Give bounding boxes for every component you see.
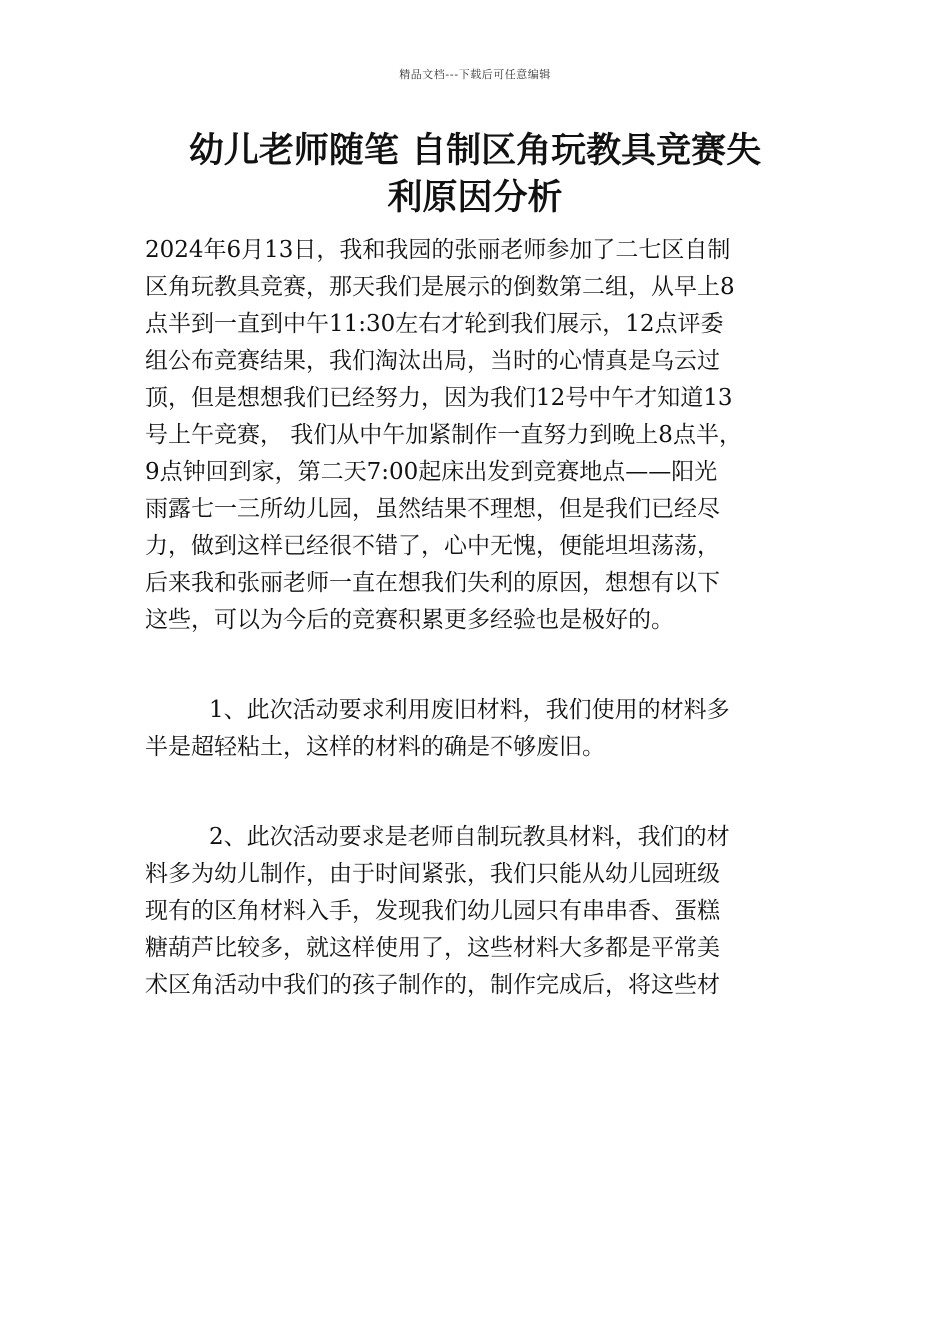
text-line: 9点钟回到家，第二天7:00起床出发到竞赛地点——阳光 <box>145 459 718 485</box>
text-line: 组公布竞赛结果，我们淘汰出局，当时的心情真是乌云过 <box>145 348 720 374</box>
text-line: 现有的区角材料入手，发现我们幼儿园只有串串香、蛋糕 <box>145 898 720 924</box>
paragraph-point-1 <box>145 692 835 766</box>
text-line: 号上午竞赛， 我们从中午加紧制作一直努力到晚上8点半， <box>145 422 742 448</box>
paragraph-intro <box>145 232 835 639</box>
text-line: 这些，可以为今后的竞赛积累更多经验也是极好的。 <box>145 607 674 633</box>
text-line: 2、此次活动要求是老师自制玩教具材料，我们的材 <box>209 824 730 850</box>
text-line: 糖葫芦比较多，就这样使用了，这些材料大多都是平常美 <box>145 935 720 961</box>
text-line: 2024年6月13日，我和我园的张丽老师参加了二七区自制 <box>145 237 731 263</box>
text-line: 力，做到这样已经很不错了，心中无愧，便能坦坦荡荡， <box>145 533 720 559</box>
text-line: 雨露七一三所幼儿园，虽然结果不理想，但是我们已经尽 <box>145 496 720 522</box>
document-body <box>145 232 835 1004</box>
title-line-1: 幼儿老师随笔 自制区角玩教具竞赛失 <box>188 131 762 171</box>
header-note: 精品文档---下载后可任意编辑 <box>399 68 551 81</box>
text-line: 1、此次活动要求利用废旧材料，我们使用的材料多 <box>209 697 730 723</box>
text-line: 区角玩教具竞赛，那天我们是展示的倒数第二组，从早上8 <box>145 274 735 300</box>
text-line: 点半到一直到中午11:30左右才轮到我们展示，12点评委 <box>145 311 724 337</box>
document-title <box>120 128 830 222</box>
paragraph-gap <box>145 766 835 819</box>
paragraph-point-2 <box>145 819 835 1004</box>
text-line: 后来我和张丽老师一直在想我们失利的原因，想想有以下 <box>145 570 720 596</box>
paragraph-gap <box>145 639 835 692</box>
title-line-2: 利原因分析 <box>387 178 563 218</box>
text-line: 半是超轻粘土，这样的材料的确是不够废旧。 <box>145 734 605 760</box>
text-line: 术区角活动中我们的孩子制作的，制作完成后，将这些材 <box>145 972 720 998</box>
text-line: 料多为幼儿制作，由于时间紧张，我们只能从幼儿园班级 <box>145 861 720 887</box>
text-line: 顶，但是想想我们已经努力，因为我们12号中午才知道13 <box>145 385 733 411</box>
